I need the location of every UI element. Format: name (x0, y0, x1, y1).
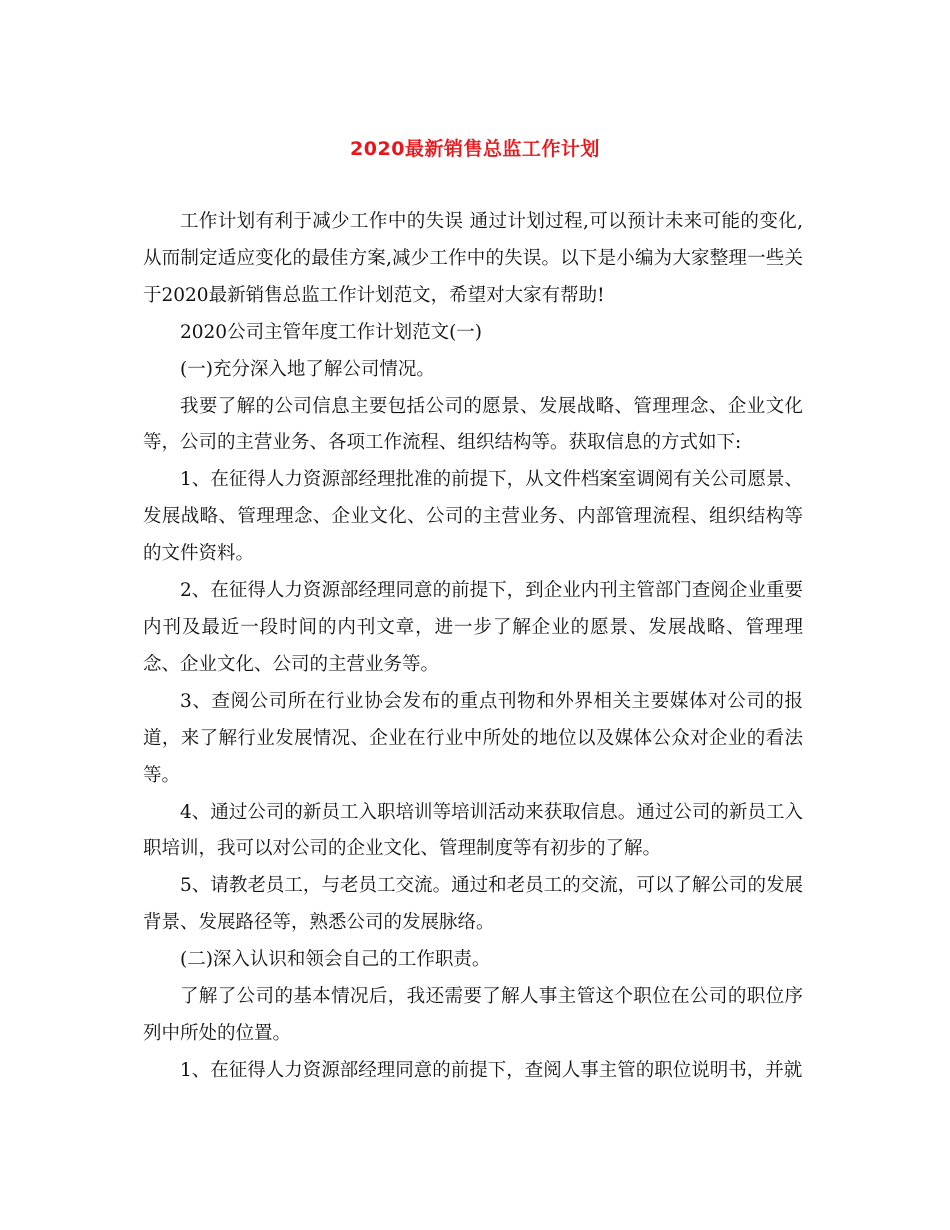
section-heading: 2020公司主管年度工作计划范文(一) (180, 321, 483, 343)
body-paragraph: 我要了解的公司信息主要包括公司的愿景、发展战略、管理理念、企业文化等，公司的主营业务、各项工作流程、组织结构等。获取信息的方式如下: (143, 395, 803, 454)
subsection-heading: (一)充分深入地了解公司情况。 (180, 358, 435, 380)
list-item: 1、在征得人力资源部经理批准的前提下，从文件档案室调阅有关公司愿景、发展战略、管理理念、企业文化、公司的主营业务、内部管理流程、组织结构等的文件资料。 (143, 469, 803, 565)
document-body (143, 204, 803, 1090)
list-item: 4、通过公司的新员工入职培训等培训活动来获取信息。通过公司的新员工入职培训，我可以对公司的企业文化、管理制度等有初步的了解。 (143, 801, 803, 860)
list-item: 2、在征得人力资源部经理同意的前提下，到企业内刊主管部门查阅企业重要内刊及最近一段时间的内刊文章，进一步了解企业的愿景、发展战略、管理理念、企业文化、公司的主营业务等。 (143, 580, 803, 675)
list-item: 5、请教老员工，与老员工交流。通过和老员工的交流，可以了解公司的发展背景、发展路径等，熟悉公司的发展脉络。 (143, 875, 803, 934)
list-item: 3、查阅公司所在行业协会发布的重点刊物和外界相关主要媒体对公司的报道，来了解行业发展情况、企业在行业中所处的地位以及媒体公众对企业的看法等。 (143, 690, 803, 786)
intro-paragraph: 工作计划有利于减少工作中的失误 通过计划过程,可以预计未来可能的变化,从而制定适应变化的最佳方案,减少工作中的失误。以下是小编为大家整理一些关于2020最新销售总监工作计划范文，希望对大家有帮助! (143, 211, 803, 306)
body-paragraph: 了解了公司的基本情况后，我还需要了解人事主管这个职位在公司的职位序列中所处的位置。 (143, 986, 803, 1044)
subsection-heading: (二)深入认识和领会自己的工作职责。 (180, 949, 491, 971)
list-item: 1、在征得人力资源部经理同意的前提下，查阅人事主管的职位说明书，并就 (180, 1059, 803, 1081)
document-title: 2020最新销售总监工作计划 (350, 138, 600, 160)
